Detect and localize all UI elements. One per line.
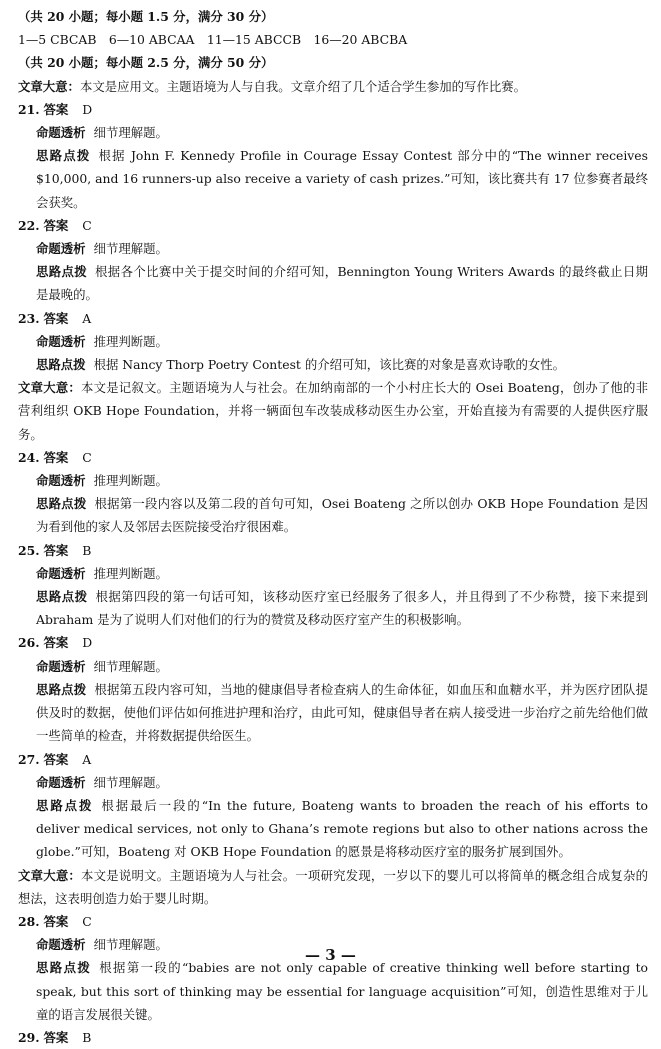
q25-hint-row — [18, 585, 648, 631]
q24-answer-row — [18, 446, 648, 469]
answer-label: 答案 — [43, 449, 69, 465]
q22-analysis-row — [18, 237, 648, 260]
summary-label: 文章大意： — [18, 867, 82, 883]
answer-letter: A — [82, 751, 92, 767]
analysis-text: 细节理解题。 — [93, 125, 168, 141]
q26-analysis-row — [18, 655, 648, 678]
hint-text: 根据各个比赛中关于提交时间的介绍可知，Bennington Young Writers Awards 的最终截止日期是最晚的。 — [36, 264, 649, 303]
q23-answer-row — [18, 307, 648, 330]
q27-answer-row — [18, 748, 648, 771]
answer-label: 答案 — [43, 101, 69, 117]
answer-letter: D — [82, 101, 93, 117]
q22-hint-row — [18, 260, 648, 306]
q25-answer-row — [18, 539, 648, 562]
q26-answer-row — [18, 631, 648, 654]
question-number: 22. — [18, 217, 40, 233]
hint-label: 思路点拨 — [36, 681, 87, 697]
answer-letter: D — [82, 635, 93, 651]
answer-label: 答案 — [43, 1029, 69, 1045]
analysis-label: 命题透析 — [36, 774, 86, 790]
answer-label: 答案 — [43, 542, 69, 558]
summary-text: 本文是应用文。主题语境为人与自我。文章介绍了几个适合学生参加的写作比赛。 — [79, 78, 527, 94]
hint-text: 根据第五段内容可知，当地的健康倡导者检查病人的生命体征，如血压和血糖水平，并为医疗团队提供及时的数据，使他们评估如何推进护理和治疗，由此可知，健康倡导者在病人接受进一步治疗之前先给他们做一些简单的检查，并将数据提供给医生。 — [36, 681, 649, 744]
summary-text: 本文是记叙文。主题语境为人与社会。在加纳南部的一个小村庄长大的 Osei Boateng，创办了他的非营利组织 OKB Hope Foundation，并将一辆面包车改装成移动医生办公室，开始直接为有需要的人提供医疗服务。 — [18, 380, 649, 442]
analysis-text: 细节理解题。 — [93, 937, 168, 953]
section2-header: （共 20 小题；每小题 2.5 分，满分 50 分） — [18, 55, 274, 71]
question-number: 25. — [18, 542, 40, 558]
passage-a-summary — [18, 75, 648, 98]
summary-label: 文章大意： — [18, 380, 81, 396]
analysis-text: 细节理解题。 — [93, 658, 168, 674]
q22-answer-row — [18, 214, 648, 237]
analysis-label: 命题透析 — [36, 241, 86, 257]
hint-label: 思路点拨 — [36, 797, 94, 813]
analysis-label: 命题透析 — [36, 565, 86, 581]
question-number: 23. — [18, 310, 40, 326]
analysis-label: 命题透析 — [36, 333, 86, 349]
hint-text: 根据 John F. Kennedy Profile in Courage Essay Contest 部分中的“The winner receives $10,000, and 16 runners-up also receive a variety of cash prizes.”可知，该比赛共有 17 位参赛者最终会获奖。 — [36, 148, 648, 210]
q25-analysis-row — [18, 562, 648, 585]
question-number: 26. — [18, 635, 40, 651]
q26-hint-row — [18, 678, 648, 748]
question-number: 21. — [18, 101, 40, 117]
answer-label: 答案 — [43, 635, 69, 651]
answer-letter: C — [82, 913, 92, 929]
q24-analysis-row — [18, 469, 648, 492]
analysis-text: 推理判断题。 — [93, 565, 168, 581]
hint-text: 根据第四段的第一句话可知，该移动医疗室已经服务了很多人，并且得到了不少称赞，接下来提到 Abraham 是为了说明人们对他们的行为的赞赏及移动医疗室产生的积极影响。 — [36, 589, 649, 628]
q24-hint-row — [18, 492, 648, 538]
analysis-label: 命题透析 — [36, 125, 86, 141]
analysis-label: 命题透析 — [36, 937, 86, 953]
answer-letter: C — [82, 449, 92, 465]
passage-b-summary — [18, 376, 648, 446]
summary-text: 本文是说明文。主题语境为人与社会。一项研究发现，一岁以下的婴儿可以将简单的概念组合成复杂的想法，这表明创造力始于婴儿时期。 — [18, 867, 649, 906]
answer-key-page — [18, 5, 648, 1049]
q29-answer-row — [18, 1026, 648, 1049]
hint-text: 根据最后一段的“In the future, Boateng wants to broaden the reach of his efforts to deliver medical services, not only to Ghana’s remote regions but also to other nations across the globe.”可知，Boateng 对 OKB Hope Foundation 的愿景是将移动医疗室的服务扩展到国外。 — [36, 797, 649, 860]
question-number: 29. — [18, 1029, 40, 1045]
q21-hint-row — [18, 144, 648, 214]
hint-text: 根据第一段内容以及第二段的首句可知，Osei Boateng 之所以创办 OKB Hope Foundation 是因为看到他的家人及邻居去医院接受治疗很困难。 — [36, 496, 648, 535]
section1-header: （共 20 小题；每小题 1.5 分，满分 30 分） — [18, 9, 274, 24]
summary-label: 文章大意： — [18, 78, 80, 94]
answer-letter: B — [82, 1029, 92, 1045]
answer-letter: B — [82, 542, 92, 558]
analysis-text: 细节理解题。 — [93, 774, 168, 790]
page-number: — 3 — — [305, 946, 356, 964]
analysis-text: 推理判断题。 — [93, 333, 168, 349]
analysis-text: 推理判断题。 — [93, 473, 168, 489]
hint-label: 思路点拨 — [36, 589, 88, 605]
answer-label: 答案 — [43, 310, 69, 326]
q27-analysis-row — [18, 771, 648, 794]
analysis-text: 细节理解题。 — [93, 241, 168, 257]
hint-text: 根据 Nancy Thorp Poetry Contest 的介绍可知，该比赛的对象是喜欢诗歌的女性。 — [93, 357, 566, 373]
q28-answer-row — [18, 910, 648, 933]
hint-label: 思路点拨 — [36, 496, 87, 512]
q27-hint-row — [18, 794, 648, 864]
answer-label: 答案 — [43, 751, 69, 767]
question-number: 27. — [18, 751, 40, 767]
q23-hint-row — [18, 353, 648, 376]
passage-c-summary — [18, 864, 648, 910]
hint-label: 思路点拨 — [36, 264, 88, 280]
question-number: 28. — [18, 913, 40, 929]
section1-answers: 1—5 CBCAB 6—10 ABCAA 11—15 ABCCB 16—20 ABCBA — [18, 32, 408, 48]
q21-analysis-row — [18, 121, 648, 144]
q21-answer-row — [18, 98, 648, 121]
answer-letter: A — [82, 310, 92, 326]
answer-label: 答案 — [43, 913, 69, 929]
analysis-label: 命题透析 — [36, 473, 86, 489]
hint-label: 思路点拨 — [36, 357, 86, 373]
answer-label: 答案 — [43, 217, 69, 233]
q23-analysis-row — [18, 330, 648, 353]
answer-letter: C — [82, 217, 92, 233]
hint-label: 思路点拨 — [36, 148, 91, 164]
question-number: 24. — [18, 449, 40, 465]
hint-label: 思路点拨 — [36, 960, 92, 976]
analysis-label: 命题透析 — [36, 658, 86, 674]
hint-text: 根据第一段的“babies are not only capable of creative thinking well before starting to speak, but this sort of thinking may be essential for language acquisition”可知，创造性思维对于儿童的语言发展很关键。 — [36, 960, 649, 1022]
